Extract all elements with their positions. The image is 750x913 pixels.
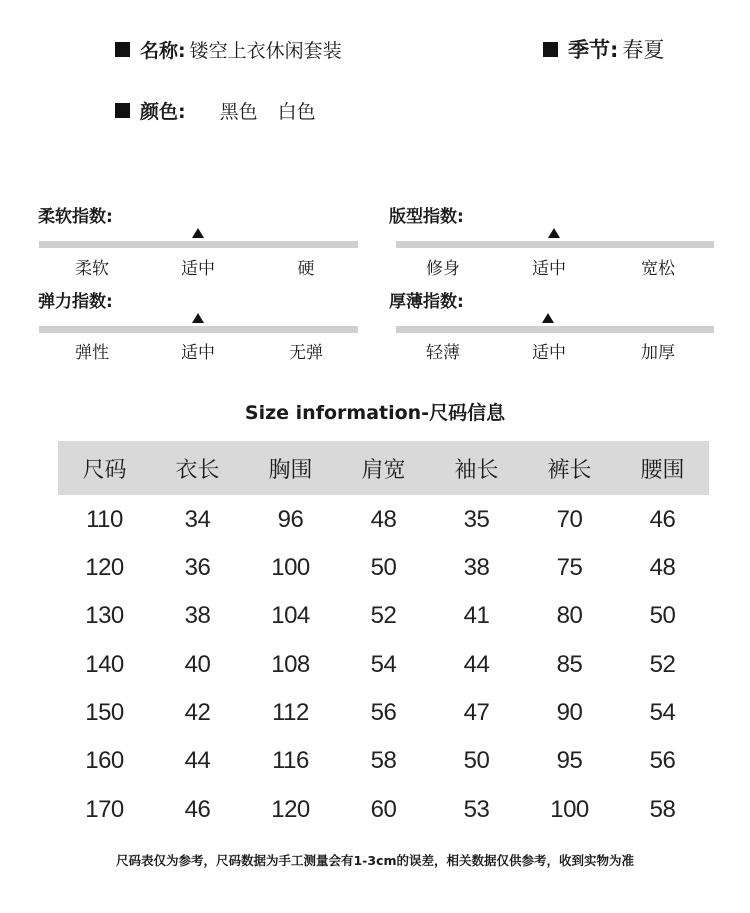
table-cell: 34 xyxy=(184,506,211,533)
table-cell: 58 xyxy=(649,796,676,823)
table-cell: 80 xyxy=(556,602,583,629)
table-cell: 150 xyxy=(85,699,124,726)
elasticity-option: 弹性 xyxy=(75,343,109,363)
table-cell: 53 xyxy=(463,796,490,823)
table-row xyxy=(58,497,709,543)
elasticity-index-title: 弹力指数: xyxy=(38,292,113,312)
table-cell: 38 xyxy=(463,554,490,581)
product-name-value: 镂空上衣休闲套装 xyxy=(189,40,342,62)
table-cell: 41 xyxy=(463,602,490,629)
color-value: 白色 xyxy=(277,101,316,123)
table-cell: 108 xyxy=(271,651,310,678)
fit-option: 宽松 xyxy=(641,259,675,279)
elasticity-marker-icon xyxy=(192,313,204,323)
season-label: 季节: xyxy=(568,38,619,62)
table-cell: 50 xyxy=(370,554,397,581)
fit-marker-icon xyxy=(548,228,560,238)
season-row xyxy=(543,34,664,64)
table-cell: 56 xyxy=(370,699,397,726)
table-cell: 120 xyxy=(271,796,310,823)
thickness-option: 轻薄 xyxy=(426,343,460,363)
table-cell: 54 xyxy=(370,651,397,678)
table-cell: 116 xyxy=(272,747,309,774)
product-name-label: 名称: xyxy=(140,40,186,62)
color-values xyxy=(220,97,316,124)
table-cell: 104 xyxy=(271,602,310,629)
table-row xyxy=(58,545,709,591)
table-cell: 36 xyxy=(184,554,211,581)
softness-index-title: 柔软指数: xyxy=(38,207,113,227)
table-cell: 130 xyxy=(85,602,124,629)
table-cell: 35 xyxy=(463,506,490,533)
table-cell: 110 xyxy=(86,506,123,533)
table-cell: 46 xyxy=(184,796,211,823)
table-cell: 46 xyxy=(649,506,676,533)
fit-scale-bar xyxy=(396,241,714,248)
table-cell: 170 xyxy=(85,796,124,823)
table-cell: 90 xyxy=(556,699,583,726)
table-cell: 48 xyxy=(649,554,676,581)
table-cell: 44 xyxy=(463,651,490,678)
table-row xyxy=(58,787,709,833)
table-cell: 48 xyxy=(370,506,397,533)
table-cell: 100 xyxy=(271,554,310,581)
fit-option: 适中 xyxy=(532,259,566,279)
table-cell: 85 xyxy=(556,651,583,678)
column-header: 肩宽 xyxy=(361,457,406,483)
color-label: 颜色: xyxy=(140,101,186,123)
column-header: 胸围 xyxy=(268,457,313,483)
table-cell: 38 xyxy=(184,602,211,629)
table-cell: 42 xyxy=(184,699,211,726)
elasticity-scale-bar xyxy=(39,326,358,333)
table-cell: 160 xyxy=(85,747,124,774)
table-cell: 70 xyxy=(556,506,583,533)
elasticity-option: 适中 xyxy=(181,343,215,363)
table-row xyxy=(58,593,709,639)
softness-scale-bar xyxy=(39,241,358,248)
size-table-header xyxy=(58,441,709,495)
column-header: 尺码 xyxy=(82,457,127,483)
table-cell: 120 xyxy=(85,554,124,581)
softness-marker-icon xyxy=(192,228,204,238)
elasticity-option: 无弹 xyxy=(289,343,323,363)
column-header: 袖长 xyxy=(454,457,499,483)
table-cell: 44 xyxy=(184,747,211,774)
fit-option: 修身 xyxy=(426,259,460,279)
thickness-option: 适中 xyxy=(532,343,566,363)
color-row xyxy=(115,97,316,124)
bullet-square-icon xyxy=(543,42,558,57)
color-value: 黑色 xyxy=(219,101,258,123)
thickness-scale-bar xyxy=(396,326,714,333)
table-cell: 58 xyxy=(370,747,397,774)
table-cell: 50 xyxy=(463,747,490,774)
table-cell: 56 xyxy=(649,747,676,774)
bullet-square-icon xyxy=(115,42,130,57)
table-row xyxy=(58,738,709,784)
product-name-row xyxy=(115,36,342,63)
table-cell: 50 xyxy=(649,602,676,629)
table-cell: 52 xyxy=(649,651,676,678)
table-cell: 100 xyxy=(550,796,589,823)
softness-option: 柔软 xyxy=(75,259,109,279)
table-cell: 60 xyxy=(370,796,397,823)
column-header: 腰围 xyxy=(640,457,685,483)
table-row xyxy=(58,642,709,688)
thickness-marker-icon xyxy=(542,313,554,323)
thickness-option: 加厚 xyxy=(641,343,675,363)
table-cell: 54 xyxy=(649,699,676,726)
size-table-title: Size information-尺码信息 xyxy=(244,402,506,424)
table-cell: 75 xyxy=(556,554,583,581)
thickness-index-title: 厚薄指数: xyxy=(389,292,464,312)
table-row xyxy=(58,690,709,736)
table-cell: 112 xyxy=(272,699,309,726)
softness-option: 硬 xyxy=(297,259,315,279)
column-header: 衣长 xyxy=(175,457,220,483)
column-header: 裤长 xyxy=(547,457,592,483)
table-cell: 140 xyxy=(85,651,124,678)
table-cell: 52 xyxy=(370,602,397,629)
season-value: 春夏 xyxy=(622,38,665,62)
fit-index-title: 版型指数: xyxy=(389,207,464,227)
table-cell: 47 xyxy=(463,699,490,726)
table-cell: 40 xyxy=(184,651,211,678)
measurement-disclaimer: 尺码表仅为参考，尺码数据为手工测量会有1-3cm的误差，相关数据仅供参考，收到实物为准 xyxy=(115,853,635,868)
bullet-square-icon xyxy=(115,103,130,118)
softness-option: 适中 xyxy=(181,259,215,279)
table-cell: 95 xyxy=(556,747,583,774)
table-cell: 96 xyxy=(277,506,304,533)
